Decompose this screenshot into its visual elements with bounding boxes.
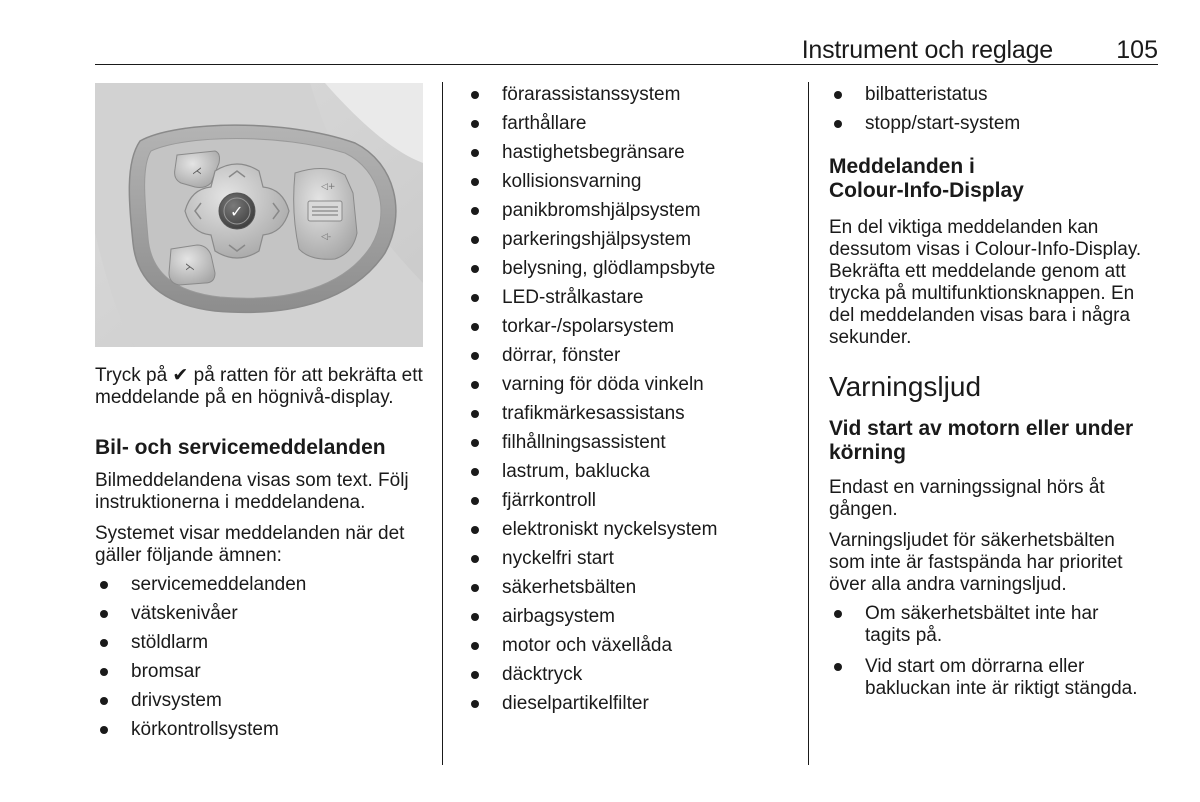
- list-item: bilbatteristatus: [829, 84, 1159, 106]
- list-item: dörrar, fönster: [466, 345, 796, 367]
- list-item: vätskenivåer: [95, 603, 430, 625]
- list-item: servicemeddelanden: [95, 574, 430, 596]
- list-item: bromsar: [95, 661, 430, 683]
- column-divider-right: [808, 82, 809, 765]
- bullet-icon: [471, 381, 479, 389]
- svg-text:◁+: ◁+: [321, 182, 336, 192]
- list-item: elektroniskt nyckelsystem: [466, 519, 796, 541]
- page-header: [95, 34, 1158, 65]
- bullet-icon: [100, 697, 108, 705]
- paragraph-seatbelt-priority: Varningsljudet för säkerhetsbälten som inte är fastspända har prioritet över alla andra varningsljud.: [829, 530, 1123, 595]
- list-item: förarassistanssystem: [466, 84, 796, 106]
- list-item: nyckelfri start: [466, 548, 796, 570]
- section-title: Instrument och reglage: [801, 36, 1053, 64]
- list-item: belysning, glödlampsbyte: [466, 258, 796, 280]
- list-item: Om säkerhetsbältet inte har tagits på.: [829, 603, 1145, 647]
- bullet-icon: [471, 439, 479, 447]
- bullet-icon: [471, 265, 479, 273]
- list-item: panikbromshjälpsystem: [466, 200, 796, 222]
- bullet-icon: [471, 642, 479, 650]
- column-3: [829, 84, 1159, 700]
- bullet-icon: [471, 526, 479, 534]
- list-item: dieselpartikelfilter: [466, 693, 796, 715]
- list-item: trafikmärkesassistans: [466, 403, 796, 425]
- list-item: säkerhetsbälten: [466, 577, 796, 599]
- list-item: kollisionsvarning: [466, 171, 796, 193]
- bullet-icon: [100, 668, 108, 676]
- bullet-icon: [471, 120, 479, 128]
- list-item: körkontrollsystem: [95, 719, 430, 741]
- bullet-icon: [471, 149, 479, 157]
- paragraph-topics-intro: Systemet visar meddelanden när det gäller följande ämnen:: [95, 523, 405, 566]
- heading-warning-chimes: Varningsljud: [829, 371, 982, 402]
- paragraph-colour-info: En del viktiga meddelanden kan dessutom visas i Colour-Info-Display. Bekräfta ett meddelande genom att trycka på multifunktionsknappen. En del meddelanden visas bara i några sekunder.: [829, 217, 1142, 348]
- column-1: [95, 365, 430, 741]
- bullet-icon: [471, 323, 479, 331]
- list-item: LED-strålkastare: [466, 287, 796, 309]
- list-item: fjärrkontroll: [466, 490, 796, 512]
- list-item: Vid start om dörrarna eller bakluckan inte är riktigt stängda.: [829, 656, 1145, 700]
- bullet-icon: [471, 236, 479, 244]
- list-item: däcktryck: [466, 664, 796, 686]
- topic-list-2: [466, 84, 796, 715]
- bullet-icon: [471, 584, 479, 592]
- column-2: [466, 84, 796, 715]
- bullet-icon: [471, 700, 479, 708]
- bullet-icon: [471, 294, 479, 302]
- checkmark-icon: ✔: [172, 365, 189, 386]
- list-item: airbagsystem: [466, 606, 796, 628]
- bullet-icon: [834, 120, 842, 128]
- bullet-icon: [471, 352, 479, 360]
- bullet-icon: [471, 555, 479, 563]
- svg-text:⋌: ⋌: [192, 166, 202, 177]
- column-divider-left: [442, 82, 443, 765]
- bullet-icon: [471, 410, 479, 418]
- bullet-icon: [471, 613, 479, 621]
- list-item: farthållare: [466, 113, 796, 135]
- bullet-icon: [471, 178, 479, 186]
- bullet-icon: [100, 610, 108, 618]
- list-item: filhållningsassistent: [466, 432, 796, 454]
- page-number: 105: [1116, 36, 1158, 64]
- bullet-icon: [471, 671, 479, 679]
- bullet-icon: [471, 91, 479, 99]
- list-item: stöldlarm: [95, 632, 430, 654]
- heading-start-or-driving: Vid start av motorn eller under körning: [829, 417, 1134, 464]
- bullet-icon: [834, 663, 842, 671]
- bullet-icon: [100, 726, 108, 734]
- bullet-icon: [100, 581, 108, 589]
- bullet-icon: [834, 91, 842, 99]
- list-item: hastighetsbegränsare: [466, 142, 796, 164]
- list-item: torkar-/spolarsystem: [466, 316, 796, 338]
- paragraph-one-signal: Endast en varningssignal hörs åt gången.: [829, 477, 1105, 520]
- illustration-caption: Tryck på ✔ på ratten för att bekräfta ett meddelande på en högnivå-display.: [95, 365, 423, 408]
- list-item: drivsystem: [95, 690, 430, 712]
- heading-service-messages: Bil- och servicemeddelanden: [95, 436, 386, 459]
- topic-list-3: [829, 84, 1159, 135]
- list-item: varning för döda vinkeln: [466, 374, 796, 396]
- list-item: stopp/start-system: [829, 113, 1159, 135]
- bullet-icon: [471, 468, 479, 476]
- bullet-icon: [100, 639, 108, 647]
- steering-wheel-controls-illustration: [95, 83, 423, 347]
- list-item: motor och växellåda: [466, 635, 796, 657]
- svg-text:◁-: ◁-: [321, 232, 332, 242]
- svg-text:⋋: ⋋: [185, 262, 195, 273]
- paragraph-messages-text: Bilmeddelandena visas som text. Följ instruktionerna i meddelandena.: [95, 470, 409, 513]
- list-item: lastrum, baklucka: [466, 461, 796, 483]
- warning-conditions-list: [829, 603, 1145, 700]
- ok-check-icon: ✓: [230, 202, 244, 221]
- bullet-icon: [471, 207, 479, 215]
- bullet-icon: [834, 610, 842, 618]
- list-item: parkeringshjälpsystem: [466, 229, 796, 251]
- topic-list-1: [95, 574, 430, 741]
- heading-colour-info-display: Meddelanden i Colour-Info-Display: [829, 155, 1024, 202]
- bullet-icon: [471, 497, 479, 505]
